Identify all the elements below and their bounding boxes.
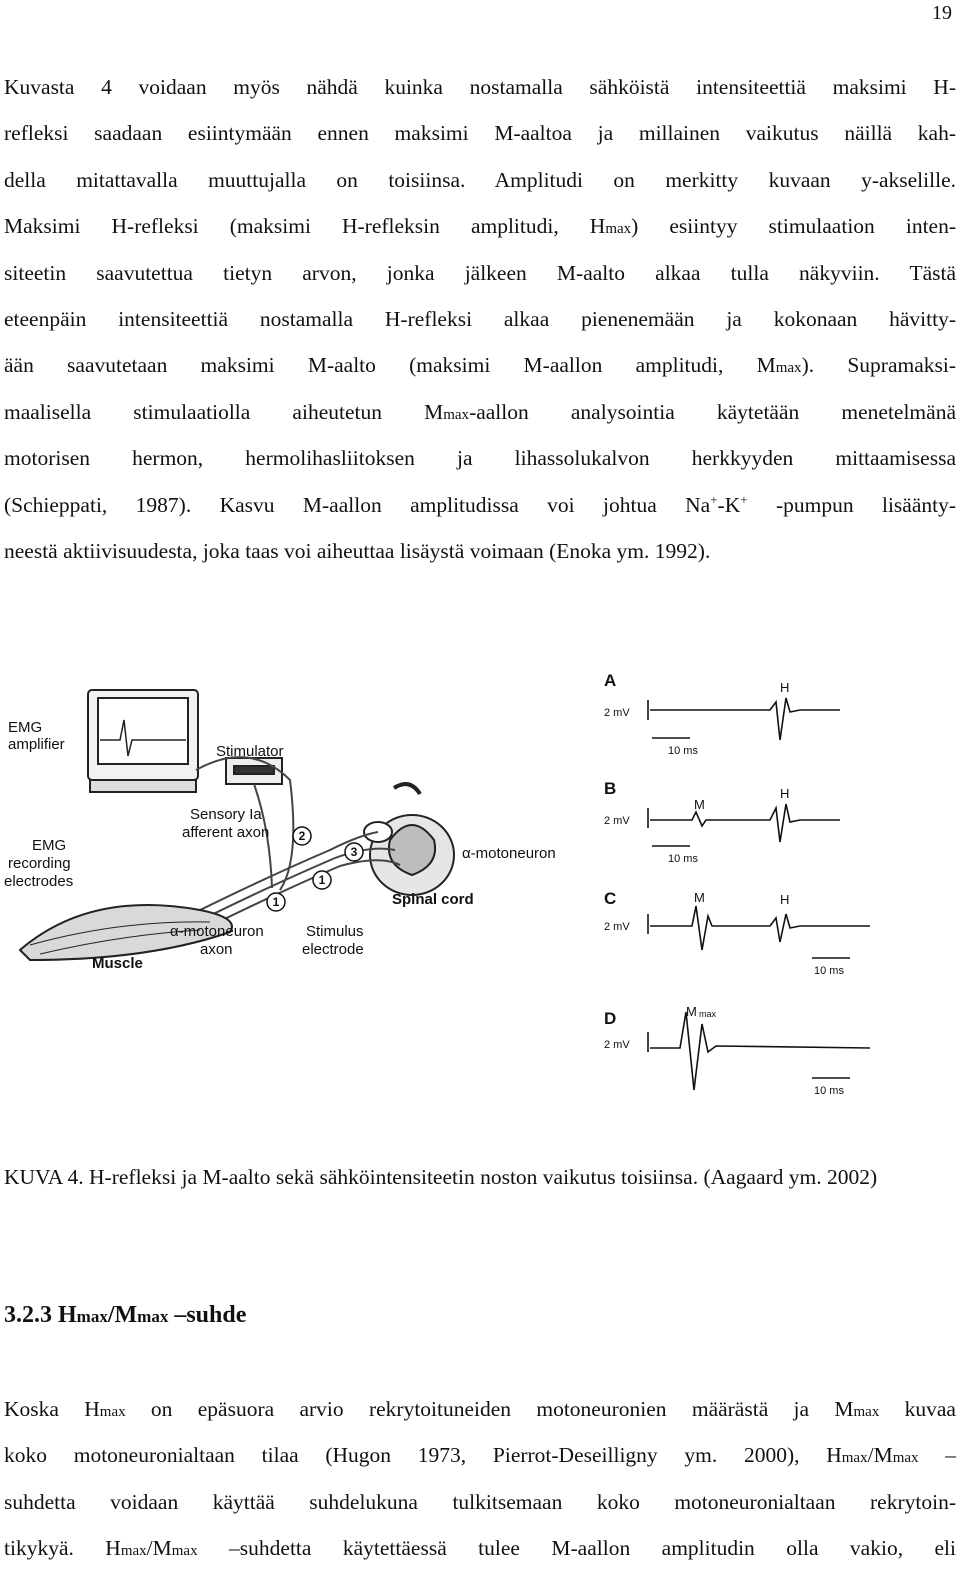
- wave-label: H: [780, 680, 790, 695]
- wave-label: H: [780, 786, 790, 801]
- sensory-label: afferent axon: [182, 824, 270, 841]
- panel-time: 10 ms: [814, 1085, 844, 1097]
- waveform-a: [650, 698, 840, 740]
- page-number: 19: [932, 2, 952, 24]
- text-line: suhdetta voidaan käyttää suhdelukuna tulkitsemaan koko motoneuronialtaan rekrytoin-: [4, 1489, 956, 1514]
- text-line: neestä aktiivisuudesta, joka taas voi aiheuttaa lisäystä voimaan (Enoka ym. 1992).: [4, 538, 711, 563]
- paragraph-1: [4, 64, 956, 574]
- panel-letter: B: [604, 779, 617, 798]
- text-line: Koska Hmax on epäsuora arvio rekrytoituneiden motoneuronien määrästä ja Mmax kuvaa: [4, 1397, 956, 1421]
- wave-label: M: [686, 1004, 697, 1019]
- text-line: motorisen hermon, hermolihasliitoksen ja lihassolukalvon herkkyyden mittaamisessa: [4, 446, 956, 471]
- emg-amplifier-label: EMG: [8, 719, 43, 736]
- emg-recording-label: recording: [8, 855, 71, 872]
- alpha-motoneuron-label: α-motoneuron: [462, 845, 556, 862]
- text-line: refleksi saadaan esiintymään ennen maksimi M-aaltoa ja millainen vaikutus näillä kah-: [4, 121, 956, 146]
- axon-label: α-motoneuron: [170, 923, 264, 940]
- emg-recording-label: electrodes: [4, 873, 74, 890]
- marker-label: 2: [298, 829, 306, 843]
- marker-label: 1: [272, 895, 280, 909]
- wave-label: H: [780, 892, 790, 907]
- emg-recording-label: EMG: [32, 837, 67, 854]
- paragraph-2: [4, 1386, 956, 1572]
- emg-monitor-icon: [88, 690, 198, 792]
- figure-drawing: [0, 660, 960, 1120]
- panel-scale: 2 mV: [604, 921, 630, 933]
- text-line: ään saavutetaan maksimi M-aalto (maksimi M-aallon amplitudi, Mmax). Supramaksi-: [4, 353, 956, 378]
- panel-time: 10 ms: [814, 965, 844, 977]
- emg-amplifier-label: amplifier: [8, 736, 65, 753]
- panel-scale: 2 mV: [604, 707, 630, 719]
- text-line: maalisella stimulaatiolla aiheutetun Mmax-aallon analysointia käytetään menetelmänä: [4, 399, 956, 424]
- text-line: (Schieppati, 1987). Kasvu M-aallon amplitudissa voi johtua Na+-K+ -pumpun lisäänty-: [4, 491, 957, 517]
- axon-label: axon: [200, 941, 233, 958]
- marker-label: 1: [318, 873, 326, 887]
- wave-label: M: [694, 797, 705, 812]
- panel-time: 10 ms: [668, 745, 698, 757]
- text-line: Maksimi H-refleksi (maksimi H-refleksin amplitudi, Hmax) esiintyy stimulaation inten-: [4, 214, 957, 239]
- text-line: della mitattavalla muuttujalla on toisiinsa. Amplitudi on merkitty kuvaan y-akselille.: [4, 167, 956, 192]
- stimulator-label: Stimulator: [216, 743, 284, 760]
- waveform-b: [650, 804, 840, 842]
- sensory-label: Sensory Ia: [190, 806, 262, 823]
- text-line: eteenpäin intensiteettiä nostamalla H-refleksi alkaa pienenemään ja kokonaan hävitty-: [4, 306, 956, 331]
- panel-letter: D: [604, 1009, 617, 1028]
- text-line: koko motoneuronialtaan tilaa (Hugon 1973, Pierrot-Deseilligny ym. 2000), Hmax/Mmax –: [4, 1443, 956, 1468]
- figure-caption: KUVA 4. H-refleksi ja M-aalto sekä sähköintensiteetin noston vaikutus toisiinsa. (Aagaard ym. 2002): [4, 1165, 878, 1189]
- step-markers: [267, 827, 363, 911]
- wave-label-sub: max: [699, 1009, 717, 1019]
- panel-time: 10 ms: [668, 853, 698, 865]
- text-line: tikykyä. Hmax/Mmax –suhdetta käytettäessä tulee M-aallon amplitudin olla vakio, eli: [4, 1536, 956, 1561]
- waveform-c: [650, 906, 870, 950]
- section-heading: 3.2.3 Hmax/Mmax –suhde: [4, 1302, 247, 1328]
- panel-scale: 2 mV: [604, 815, 630, 827]
- wave-label: M: [694, 890, 705, 905]
- nerve-fibers: [180, 757, 400, 936]
- stimulus-electrode-label: electrode: [302, 941, 364, 958]
- panel-letter: C: [604, 889, 617, 908]
- figure-h-reflex: [0, 660, 960, 1120]
- spinal-cord-icon: [364, 784, 454, 895]
- panel-scale: 2 mV: [604, 1039, 630, 1051]
- stimulator-icon: [226, 758, 282, 784]
- text-line: siteetin saavutettua tietyn arvon, jonka jälkeen M-aalto alkaa tulla näkyviin. Tästä: [4, 260, 956, 285]
- text-line: Kuvasta 4 voidaan myös nähdä kuinka nostamalla sähköistä intensiteettiä maksimi H-: [4, 75, 956, 99]
- stimulus-electrode-label: Stimulus: [306, 923, 364, 940]
- marker-label: 3: [350, 845, 358, 859]
- panel-letter: A: [604, 671, 617, 690]
- muscle-label: Muscle: [92, 955, 143, 972]
- spinal-cord-label: Spinal cord: [392, 891, 474, 908]
